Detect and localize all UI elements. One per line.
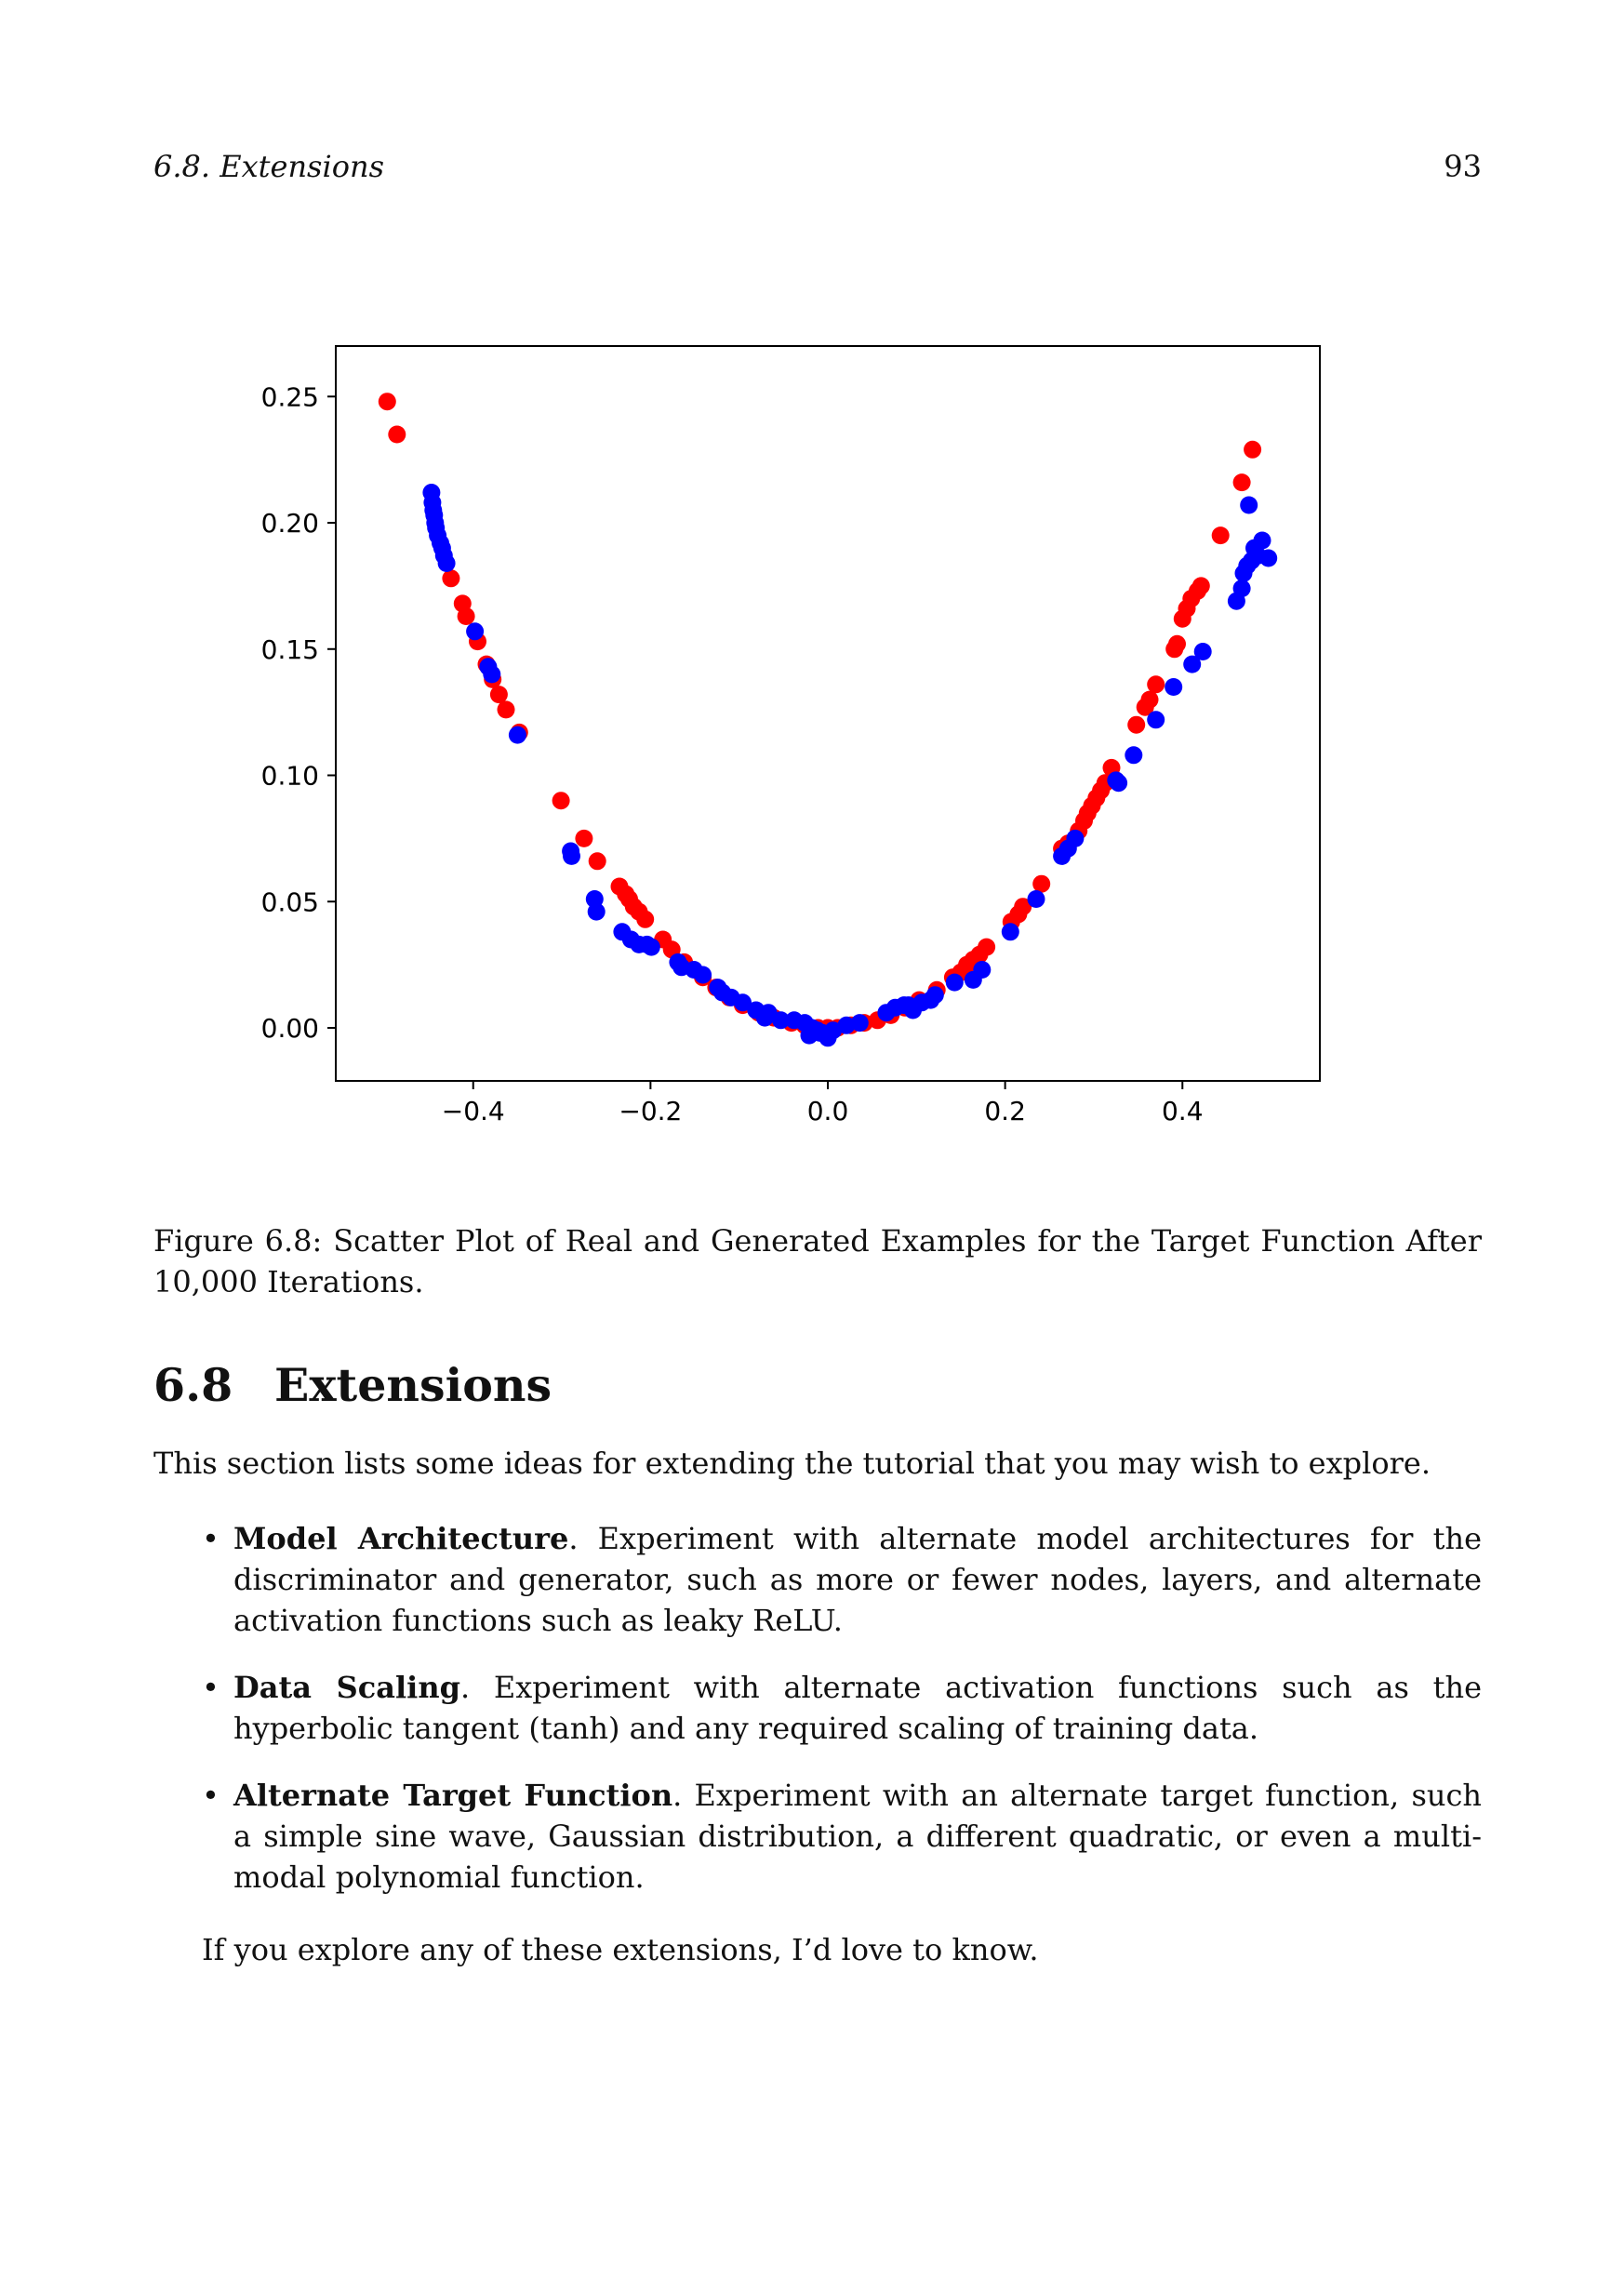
page-number: 93: [1444, 149, 1482, 184]
data-point: [1147, 675, 1165, 693]
plot-frame: [336, 346, 1320, 1081]
data-point: [1125, 746, 1142, 764]
y-tick-label: 0.05: [260, 886, 319, 918]
data-point: [1192, 577, 1210, 594]
data-point: [1165, 678, 1182, 696]
data-point: [1244, 441, 1261, 459]
data-point: [498, 700, 515, 718]
data-point: [1240, 497, 1258, 514]
data-point: [1233, 473, 1251, 491]
x-tick-label: −0.2: [619, 1096, 683, 1126]
data-point: [1147, 711, 1165, 728]
section-title: Extensions: [274, 1358, 552, 1412]
running-head: [153, 149, 1482, 190]
data-point: [851, 1014, 869, 1032]
data-point: [643, 939, 660, 956]
list-item: [153, 1775, 1482, 1898]
x-tick-label: −0.4: [441, 1096, 505, 1126]
data-point: [1194, 643, 1212, 660]
data-point: [458, 607, 475, 625]
y-tick-label: 0.10: [260, 760, 319, 792]
closing-paragraph: If you explore any of these extensions, I’d love to know.: [202, 1932, 1039, 1967]
figure: [153, 316, 1482, 1153]
data-point: [490, 686, 508, 703]
data-point: [1259, 550, 1277, 567]
data-point: [552, 792, 570, 809]
data-point: [589, 852, 606, 870]
section-number: 6.8: [153, 1358, 233, 1412]
data-point: [694, 966, 712, 984]
data-point: [1212, 526, 1230, 544]
y-tick-label: 0.00: [260, 1012, 319, 1044]
data-point: [1254, 532, 1271, 550]
data-point: [483, 665, 500, 683]
data-point: [509, 726, 526, 744]
data-point: [946, 974, 964, 992]
section-intro: This section lists some ideas for extending the tutorial that you may wish to explore.: [153, 1446, 1431, 1481]
data-point: [1141, 691, 1159, 709]
data-point: [563, 847, 580, 865]
bullet-text: . Experiment with alternate model architectures for the discriminator and generator, such as more or fewer nodes, layers, and alternate activation functions such as leaky ReLU.: [233, 1521, 1483, 1638]
extension-list: [153, 1518, 1482, 1924]
bullet-icon: •: [202, 1778, 220, 1813]
running-title: 6.8. Extensions: [153, 149, 384, 184]
data-point: [466, 622, 484, 640]
data-point: [973, 961, 991, 979]
bullet-icon: •: [202, 1521, 220, 1556]
bullet-text: . Experiment with alternate activation functions such as the hyperbolic tangent (tanh) and any required scaling of training data.: [233, 1670, 1483, 1746]
x-tick-label: 0.0: [806, 1096, 849, 1126]
x-tick-label: 0.4: [1161, 1096, 1204, 1126]
data-point: [1066, 830, 1084, 847]
data-point: [1028, 890, 1045, 908]
list-item: [153, 1518, 1482, 1641]
data-point: [1032, 875, 1050, 893]
data-point: [588, 903, 606, 921]
list-item: [153, 1667, 1482, 1749]
data-point: [636, 911, 654, 928]
data-point: [442, 569, 459, 587]
scatter-chart: [153, 316, 1482, 1153]
data-point: [1127, 716, 1145, 734]
figure-caption: Figure 6.8: Scatter Plot of Real and Generated Examples for the Target Function After 10,000 Iterations.: [153, 1223, 1482, 1299]
bullet-term: Model Architecture: [233, 1521, 569, 1556]
data-point: [978, 939, 995, 956]
data-point: [1110, 774, 1127, 792]
bullet-term: Alternate Target Function: [233, 1778, 673, 1813]
x-tick-label: 0.2: [984, 1096, 1026, 1126]
data-point: [575, 830, 592, 847]
section-heading: [153, 1358, 552, 1412]
y-tick-label: 0.25: [260, 381, 319, 413]
bullet-term: Data Scaling: [233, 1670, 460, 1705]
bullet-text: . Experiment with an alternate target function, such a simple sine wave, Gaussian distribution, a different quadratic, or even a multi-modal polynomial function.: [233, 1778, 1483, 1895]
y-tick-label: 0.20: [260, 508, 319, 540]
data-point: [926, 986, 944, 1004]
data-point: [1233, 580, 1251, 597]
data-point: [379, 393, 396, 410]
data-point: [438, 554, 456, 572]
data-point: [388, 426, 406, 444]
data-point: [1002, 923, 1019, 940]
y-tick-label: 0.15: [260, 633, 319, 665]
data-point: [1168, 635, 1186, 653]
bullet-icon: •: [202, 1670, 220, 1705]
